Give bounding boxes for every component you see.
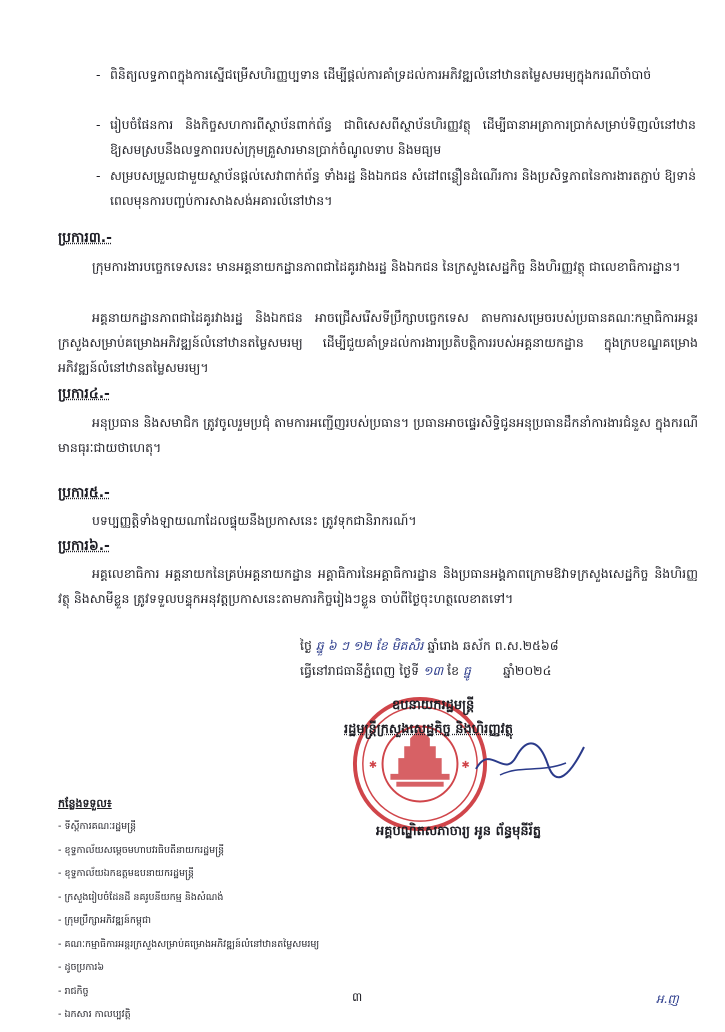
solar-date-prefix: ធ្វើនៅរាជធានីភ្នំពេញ ថ្ងៃទី bbox=[300, 663, 420, 678]
cc-title: កន្លែងទទួល៖ bbox=[58, 797, 112, 810]
lunar-date-year: ឆ្នាំរោង ឆស័ក ព.ស.២៥៦៨ bbox=[427, 638, 559, 653]
solar-date-year: ឆ្នាំ២០២៤ bbox=[502, 663, 552, 678]
bullet-text: សម្របសម្រួលជាមួយស្ថាប័នផ្ដល់សេវាពាក់ព័ន្ធ ទាំងរដ្ឋ និងឯកជន សំដៅពន្លឿនដំណើរការ និងប្រសិទ្ធភាពនៃការងារតភ្ជាប់ ឱ្យទាន់ពេលមុនការបញ្ចប់ការសាងសង់អគារលំនៅឋាន។ bbox=[110, 168, 696, 208]
signatory-name: អគ្គបណ្ឌិតសភាចារ្យ អូន ព័ន្ធមុនីរ័ត្ន bbox=[376, 824, 541, 839]
bullet-item bbox=[96, 112, 696, 162]
article-3-paragraph-2: អគ្គនាយកដ្ឋានភាពជាដៃគូរវាងរដ្ឋ និងឯកជន អាចជ្រើសរើសទីប្រឹក្សាបច្ចេកទេស តាមការសម្រេចរបស់ប្រធានគណៈកម្មាធិការអន្តរក្រសួងសម្រាប់គម្រោងអភិវឌ្ឍន៍លំនៅឋានតម្លៃសមរម្យ ដើម្បីជួយគាំទ្រដល់ការងារប្រតិបត្តិការរបស់អគ្គនាយកដ្ឋាន ក្នុងក្របខណ្ឌគម្រោងអភិវឌ្ឍន៍លំនៅឋានតម្លៃសមរម្យ។ bbox=[58, 310, 698, 375]
cc-item: - រាជកិច្ច bbox=[58, 985, 89, 997]
cc-item: - ក្រុមប្រឹក្សាអភិវឌ្ឍន៍កម្ពុជា bbox=[58, 915, 152, 926]
lunar-date-handwritten: ឆ្នួ ៦ ៗ ១២ ខែ មិគសិរ bbox=[315, 638, 424, 653]
solar-date-day: ១៣ bbox=[423, 663, 444, 678]
cc-item: - ខុទ្ទកាល័យសម្ដេចមហាបវរធិបតីនាយករដ្ឋមន្ត្រី bbox=[58, 844, 225, 856]
article-4-heading: ប្រការ៤.- bbox=[58, 386, 110, 402]
svg-text:✱: ✱ bbox=[368, 759, 377, 771]
initials: អ.ញ bbox=[656, 992, 679, 1006]
page-number: ៣ bbox=[352, 990, 363, 1004]
lunar-date-prefix: ថ្ងៃ bbox=[300, 638, 312, 653]
bullet-item bbox=[96, 163, 696, 213]
cc-item: - ក្រសួងរៀបចំដែនដី នគរូបនីយកម្ម និងសំណង់ bbox=[58, 891, 224, 903]
article-5-heading: ប្រការ៥.- bbox=[58, 485, 110, 501]
solar-date-month-label: ខែ bbox=[447, 663, 460, 678]
article-6-heading: ប្រការ៦.- bbox=[58, 538, 110, 554]
bullet-text: រៀបចំផែនការ និងកិច្ចសហការពីស្ថាប័នពាក់ព័ន្ធ ជាពិសេសពីស្ថាប័នហិរញ្ញវត្ថុ ដើម្បីធានាអត្រាការប្រាក់សម្រាប់ទិញលំនៅឋាន ឱ្យសមស្របនឹងលទ្ធភាពរបស់ក្រុមគ្រួសារមានប្រាក់ចំណូលទាប និងមធ្យម bbox=[110, 117, 696, 157]
article-6-paragraph: អគ្គលេខាធិការ អគ្គនាយកនៃគ្រប់អគ្គនាយកដ្ឋាន អគ្គាធិការនៃអគ្គាធិការដ្ឋាន និងប្រធានអង្គភាពក្រោមឱវាទក្រសួងសេដ្ឋកិច្ច និងហិរញ្ញវត្ថុ និងសាមីខ្លួន ត្រូវទទួលបន្ទុកអនុវត្តប្រកាសនេះតាមភារកិច្ចរៀងៗខ្លួន ចាប់ពីថ្ងៃចុះហត្ថលេខាតទៅ។ bbox=[58, 566, 698, 606]
cc-item: - ដូចប្រការ៦ bbox=[58, 962, 105, 973]
article-3-heading: ប្រការ៣.- bbox=[58, 230, 112, 246]
cc-item: - គណៈកម្មាធិការអន្តរក្រសួងសម្រាប់គម្រោងអភិវឌ្ឍន៍លំនៅឋានតម្លៃសមរម្យ bbox=[58, 938, 320, 950]
bullet-dash: - bbox=[96, 117, 101, 132]
cc-list bbox=[58, 820, 319, 1032]
bullet-item bbox=[96, 62, 696, 87]
bullet-dash: - bbox=[96, 67, 101, 82]
article-4-paragraph: អនុប្រធាន និងសមាជិក ត្រូវចូលរួមប្រជុំ តាមការអញ្ជើញរបស់ប្រធាន។ ប្រធានអាចផ្ទេរសិទ្ធិជូនអនុប្រធានដឹកនាំការងារជំនួស ក្នុងករណីមានធុរៈជាយថាហេតុ។ bbox=[58, 415, 698, 455]
bullet-text: ពិនិត្យលទ្ធភាពក្នុងការស្នើជម្រើសហិរញ្ញប្បទាន ដើម្បីផ្ដល់ការគាំទ្រដល់ការអភិវឌ្ឍលំនៅឋានតម្លៃសមរម្យក្នុងករណីចាំបាច់ bbox=[110, 67, 652, 82]
cc-item: - ខុទ្ទកាល័យឯកឧត្ដមឧបនាយករដ្ឋមន្ត្រី bbox=[58, 868, 194, 879]
article-3-paragraph-1: ក្រុមការងារបច្ចេកទេសនេះ មានអគ្គនាយកដ្ឋានភាពជាដៃគូរវាងរដ្ឋ និងឯកជន នៃក្រសួងសេដ្ឋកិច្ច និងហិរញ្ញវត្ថុ ជាលេខាធិការដ្ឋាន។ bbox=[92, 259, 681, 274]
signatory-title-1: ឧបនាយករដ្ឋមន្ត្រី bbox=[392, 698, 475, 713]
svg-text:✱: ✱ bbox=[461, 759, 470, 771]
signatory-title-2: រដ្ឋមន្ត្រីក្រសួងសេដ្ឋកិច្ច និងហិរញ្ញវត្ថុ bbox=[344, 722, 514, 737]
solar-date-month: ធ្នូ bbox=[463, 663, 471, 678]
bullet-dash: - bbox=[96, 168, 101, 183]
signature-icon bbox=[470, 735, 590, 785]
lunar-date-line bbox=[300, 635, 700, 657]
article-5-paragraph: បទប្បញ្ញត្តិទាំងឡាយណាដែលផ្ទុយនឹងប្រកាសនេះ ត្រូវទុកជានិរាករណ៍។ bbox=[92, 513, 417, 528]
cc-item: - ឯកសារ កាលប្បវត្តិ bbox=[58, 1009, 131, 1020]
cc-item: - ទីស្ដីការគណៈរដ្ឋមន្ត្រី bbox=[58, 821, 137, 832]
solar-date-line bbox=[300, 660, 700, 682]
